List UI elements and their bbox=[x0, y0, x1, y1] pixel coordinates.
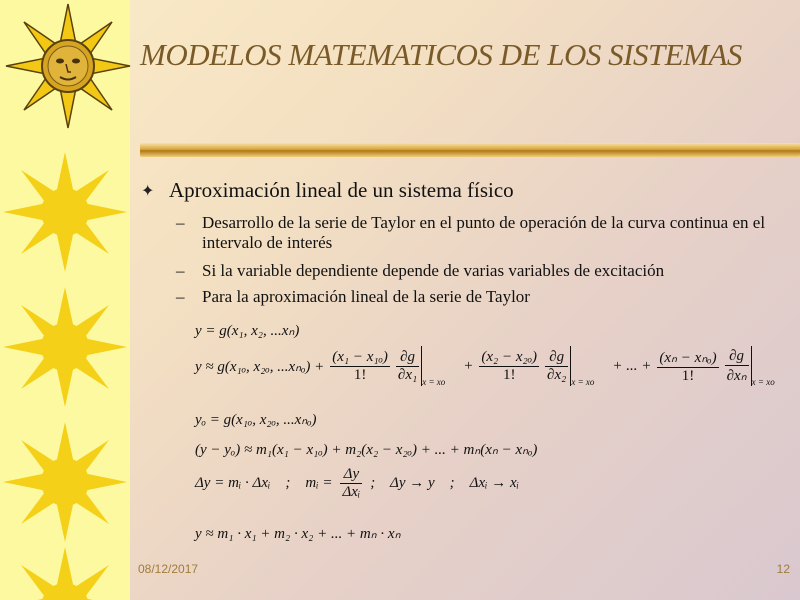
main-bullet bbox=[141, 178, 514, 203]
sun-icon bbox=[0, 285, 130, 410]
eq2-plus: + bbox=[463, 357, 474, 374]
title-divider bbox=[140, 143, 800, 157]
sun-icon bbox=[0, 150, 130, 275]
eq5-left: Δy = mᵢ · Δxᵢ ; mᵢ = bbox=[195, 475, 333, 491]
equation-4: (y − yₒ) ≈ m₁(x₁ − x₁ₒ) + m₂(x₂ − x₂ₒ) + ... + mₙ(xₙ − xₙₒ) bbox=[195, 442, 538, 458]
page-number: 12 bbox=[776, 562, 790, 576]
eq5-fraction: $\frac{\Delta y}{\text{Δxᵢ}}$ bbox=[342, 466, 361, 500]
eq5-right: ; Δy → y ; Δxᵢ → xᵢ bbox=[370, 475, 520, 491]
sun-icon bbox=[0, 420, 130, 545]
footer-date: 08/12/2017 bbox=[138, 562, 199, 576]
eq2-lhs: y ≈ g(x₁ₒ, x₂ₒ, ...xₙₒ) + bbox=[195, 358, 325, 375]
eq2-fraction-1: $\frac{\text{(x₁ − x₁ₒ)}}{1!}$ bbox=[332, 348, 388, 383]
eq2-partial-2: $\frac{\partial g}{\text{∂x₂}}$ bbox=[547, 348, 567, 383]
equation-6: y ≈ m₁ · x₁ + m₂ · x₂ + ... + mₙ · xₙ bbox=[195, 526, 401, 542]
sun-icon bbox=[0, 545, 130, 600]
eq2-partial-n: $\frac{\partial g}{\text{∂xₙ}}$ bbox=[726, 347, 747, 384]
eq2-eval-sub: x = xo bbox=[571, 377, 595, 387]
eq2-eval-sub: x = xo bbox=[422, 377, 446, 387]
eq2-fraction-2: $\frac{\text{(x₂ − x₂ₒ)}}{1!}$ bbox=[481, 348, 538, 383]
slide-title: MODELOS MATEMATICOS DE LOS SISTEMAS bbox=[140, 37, 742, 72]
main-bullet-text: Aproximación lineal de un sistema físico bbox=[169, 178, 514, 202]
equation-3: yₒ = g(x₁ₒ, x₂ₒ, ...xₙₒ) bbox=[195, 412, 317, 428]
equation-5 bbox=[195, 466, 519, 501]
sub-bullet bbox=[176, 261, 792, 281]
eq2-eval-sub: x = xo bbox=[751, 377, 775, 387]
dash-bullet: – bbox=[176, 213, 185, 232]
equation-1: y = g(x₁, x₂, ...xₙ) bbox=[195, 323, 300, 339]
dash-bullet: – bbox=[176, 287, 185, 306]
sun-face-icon bbox=[4, 2, 132, 130]
eq2-dots: + ... + bbox=[612, 357, 652, 374]
sub-bullet-text: Para la aproximación lineal de la serie de Taylor bbox=[202, 287, 530, 306]
sub-bullet bbox=[176, 287, 792, 307]
sub-bullet bbox=[176, 213, 792, 253]
equation-2 bbox=[195, 346, 775, 386]
star-bullet-icon: ✦ bbox=[141, 182, 155, 200]
sub-bullet-text: Si la variable dependiente depende de varias variables de excitación bbox=[202, 261, 665, 280]
eq2-partial-1: $\frac{\partial g}{\text{∂x₁}}$ bbox=[397, 348, 418, 383]
dash-bullet: – bbox=[176, 261, 185, 280]
sub-bullet-text: Desarrollo de la serie de Taylor en el punto de operación de la curva continua en el intervalo de interés bbox=[202, 213, 766, 252]
eq2-fraction-n: $\frac{\text{(xₙ − xₙₒ)}}{1!}$ bbox=[659, 349, 717, 384]
